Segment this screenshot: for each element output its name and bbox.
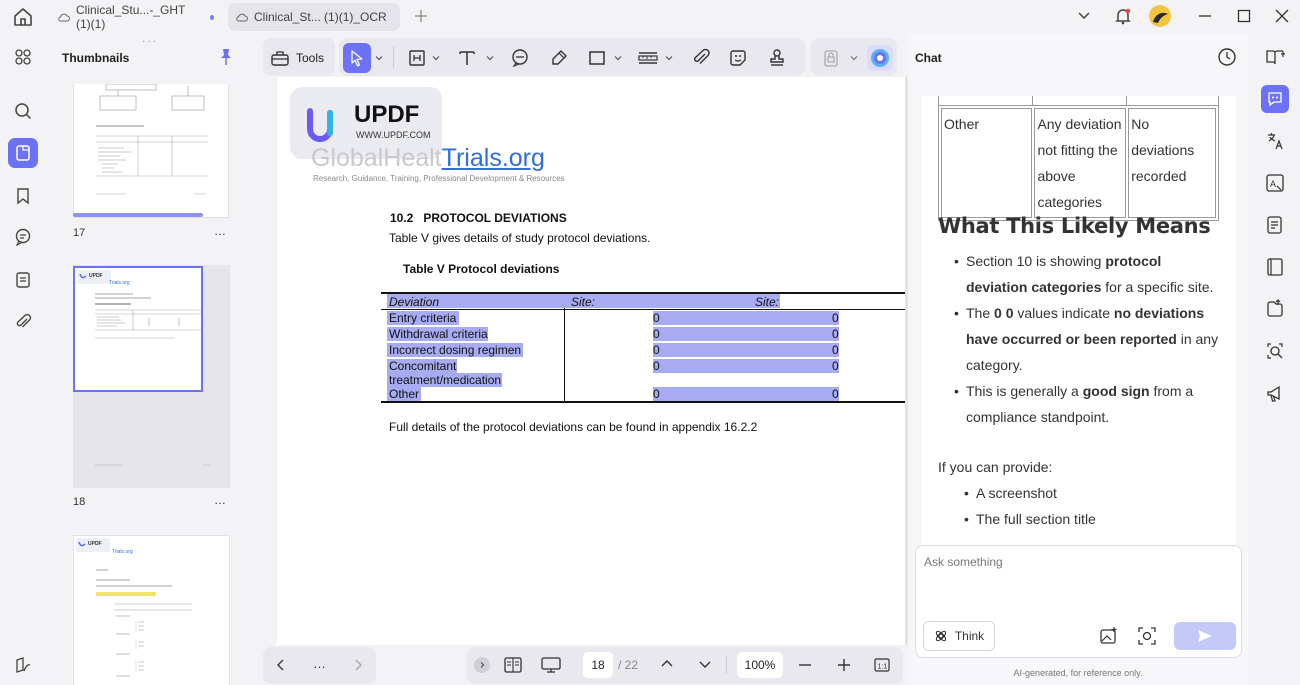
table-cell-value: 0: [832, 387, 839, 401]
table-cell-value: 0: [832, 359, 839, 373]
translate-icon[interactable]: [1261, 127, 1289, 155]
send-icon: [1197, 629, 1213, 643]
ai-chat-active-icon[interactable]: [1261, 85, 1289, 113]
current-page: 18: [591, 658, 605, 672]
actual-size-icon[interactable]: [873, 656, 891, 674]
maximize-icon[interactable]: [1232, 5, 1256, 27]
chat-messages[interactable]: [922, 96, 1236, 556]
think-button[interactable]: [923, 621, 995, 651]
page-number-17: 17: [73, 227, 86, 239]
zoom-level: 100%: [744, 658, 776, 672]
page-layout-icon[interactable]: [503, 656, 523, 674]
think-icon: [934, 629, 948, 643]
list-item: • Section 10 is showing protocol deviation categories for a specific site.: [954, 253, 1214, 295]
table-row-value-highlight: [653, 311, 839, 325]
table-cell-value: 0: [653, 387, 660, 401]
chevron-down-icon[interactable]: [486, 54, 494, 62]
chat-table-cell: Other: [941, 108, 1032, 218]
page-down-icon[interactable]: [698, 657, 712, 671]
thumbnails-icon[interactable]: [8, 138, 38, 168]
ai-disclaimer: AI-generated, for reference only.: [1013, 668, 1143, 678]
updf-logo-icon: [304, 105, 344, 145]
table-row-label: Incorrect dosing regimen: [389, 343, 522, 357]
panel-resize-handle[interactable]: ···: [142, 36, 158, 47]
page-number-18: 18: [73, 496, 86, 508]
feedback-megaphone-icon[interactable]: [1261, 380, 1289, 408]
table-cell-value: 0: [653, 311, 660, 325]
table-cell-value: 0: [832, 311, 839, 325]
site-logo: [311, 144, 545, 173]
thumbnails-panel: [46, 34, 258, 685]
text-tool-icon[interactable]: [454, 45, 480, 71]
page-thumbnail-18-footer: [93, 462, 213, 468]
svg-text:Trials.org: Trials.org: [112, 549, 133, 555]
title-bar: [0, 0, 1300, 33]
table-row-value-highlight: [653, 359, 839, 373]
collapse-toggle-icon[interactable]: [474, 657, 490, 673]
chat-table-cell: Any deviation not fitting the above categories: [1034, 108, 1126, 218]
image-generate-icon[interactable]: [1099, 626, 1119, 646]
site-tagline: Research, Guidance, Training, Professional Development & Resources: [313, 174, 565, 183]
list-item: • This is generally a good sign from a compliance standpoint.: [954, 383, 1194, 425]
page-number-input[interactable]: [583, 652, 613, 678]
table-header-deviation: Deviation: [389, 295, 440, 309]
cloud-icon: [236, 12, 248, 22]
table-bottom-border: [381, 401, 907, 403]
export-file-icon[interactable]: [1261, 295, 1289, 323]
tab-document-1[interactable]: [50, 3, 222, 31]
svg-text:UPDF: UPDF: [88, 541, 102, 547]
close-icon[interactable]: [1270, 5, 1294, 27]
paperclip-icon[interactable]: [688, 45, 714, 71]
list-item: • The full section title: [964, 511, 1096, 527]
chevron-down-icon[interactable]: [432, 54, 440, 62]
table-cell-value: 0: [653, 359, 660, 373]
comment-tool-icon[interactable]: [507, 45, 533, 71]
search-document-icon[interactable]: [1261, 337, 1289, 365]
edit-text-box-icon[interactable]: [404, 45, 430, 71]
select-tool-active[interactable]: [343, 43, 371, 73]
table-row-label: Entry criteria: [389, 311, 457, 325]
total-pages: / 22: [618, 658, 639, 672]
section-intro: Table V gives details of study protocol deviations.: [389, 231, 651, 245]
ocr-text-icon[interactable]: [1261, 169, 1289, 197]
table-row-label: Withdrawal criteria: [389, 327, 488, 341]
chevron-down-icon[interactable]: [1072, 5, 1096, 27]
table-row-label-continued: treatment/medication: [389, 373, 502, 387]
tools-button[interactable]: [270, 45, 324, 71]
chevron-down-icon[interactable]: [665, 54, 673, 62]
cloud-icon: [58, 12, 70, 22]
section-heading: 10.2 PROTOCOL DEVIATIONS: [390, 211, 567, 225]
page-thumbnail-18[interactable]: [73, 266, 203, 392]
next-icon[interactable]: [352, 658, 364, 672]
svg-text:Trials.org: Trials.org: [109, 280, 130, 286]
unsaved-indicator: [210, 15, 214, 20]
grid-view-icon[interactable]: [8, 42, 38, 72]
list-item: • The 0 0 values indicate no deviations have occurred or been reported in any category.: [954, 305, 1219, 373]
bar-divider: [726, 656, 727, 674]
svg-text:1:1: 1:1: [877, 663, 888, 671]
toolbar-divider: [393, 46, 394, 68]
bookmark-icon[interactable]: [8, 181, 38, 211]
history-clock-icon[interactable]: [1217, 47, 1237, 67]
table-row-label: Concomitant: [389, 359, 457, 373]
zoom-out-icon[interactable]: [798, 658, 812, 672]
tab-document-2[interactable]: [228, 3, 400, 31]
send-button[interactable]: [1174, 622, 1236, 650]
measure-tool-icon[interactable]: [635, 45, 661, 71]
document-page[interactable]: [277, 77, 907, 645]
chevron-down-icon[interactable]: [375, 54, 383, 62]
pin-icon[interactable]: [218, 48, 234, 66]
site-logo-left: GlobalHealt: [311, 144, 442, 172]
thumbnails-title: Thumbnails: [62, 51, 130, 65]
highlighter-icon[interactable]: [546, 45, 572, 71]
sticker-icon[interactable]: [725, 45, 751, 71]
svg-text:UPDF: UPDF: [89, 273, 103, 279]
rectangle-shape-icon[interactable]: [584, 45, 610, 71]
table-cell-value: 0: [832, 327, 839, 341]
search-icon[interactable]: [8, 96, 38, 126]
table-title: Table V Protocol deviations: [403, 262, 560, 276]
chevron-down-icon[interactable]: [614, 54, 622, 62]
table-header-site-2: Site:: [755, 295, 780, 309]
footer-note: Full details of the protocol deviations can be found in appendix 16.2.2: [389, 420, 758, 434]
tools-label: Tools: [296, 51, 325, 65]
page-scroll-indicator: [73, 213, 203, 217]
more-options-button[interactable]: …: [313, 656, 326, 671]
tab-label: Clinical_Stu...-_GHT (1)(1): [76, 3, 186, 31]
page-thumbnail-17[interactable]: [73, 84, 229, 218]
svg-text:A: A: [1270, 179, 1277, 189]
page-up-icon[interactable]: [660, 657, 674, 671]
cursor-icon: [349, 49, 365, 67]
list-item: • A screenshot: [964, 485, 1057, 501]
presentation-icon[interactable]: [540, 656, 562, 674]
table-row-value-highlight: [653, 327, 839, 341]
new-tab-plus-icon[interactable]: [413, 8, 429, 24]
ai-assistant-button[interactable]: [867, 45, 893, 71]
chat-input-box[interactable]: [915, 545, 1242, 658]
updf-url: WWW.UPDF.COM: [356, 130, 431, 140]
chat-heading: What This Likely Means: [938, 214, 1211, 238]
minimize-icon[interactable]: [1193, 5, 1217, 27]
notification-bell-icon[interactable]: [1111, 5, 1135, 27]
attachment-icon[interactable]: [8, 307, 38, 337]
screenshot-icon[interactable]: [1137, 626, 1157, 646]
chat-table-cell: No deviations recorded: [1128, 108, 1216, 218]
chat-data-table: [938, 105, 1219, 221]
chat-provide-intro: If you can provide:: [938, 459, 1053, 475]
home-icon[interactable]: [12, 6, 34, 28]
tab-label: Clinical_St... (1)(1)_OCR: [254, 10, 387, 24]
chevron-down-icon[interactable]: [850, 54, 858, 62]
chat-bullet-list: [954, 248, 1226, 430]
table-header-site-1: Site:: [571, 295, 596, 309]
page-organize-icon[interactable]: [8, 265, 38, 295]
user-avatar[interactable]: [1148, 5, 1172, 27]
think-label: Think: [954, 629, 985, 643]
toolbox-icon: [270, 49, 290, 67]
lock-protect-icon[interactable]: [818, 45, 844, 71]
ai-assistant-icon: [869, 47, 891, 69]
page-thumbnail-19[interactable]: [73, 535, 230, 685]
zoom-level-input[interactable]: [737, 652, 783, 678]
chat-provide-list: [964, 480, 1096, 532]
summarize-icon[interactable]: [1261, 211, 1289, 239]
site-logo-link[interactable]: Trials.org: [441, 144, 545, 172]
page-more-button[interactable]: …: [214, 224, 227, 238]
table-column-divider: [564, 292, 565, 402]
signature-icon[interactable]: [8, 650, 38, 680]
reader-mode-icon[interactable]: [1261, 253, 1289, 281]
table-cell-value: 0: [832, 343, 839, 357]
chat-input-placeholder: Ask something: [924, 555, 1003, 569]
book-sidebar-icon[interactable]: [1261, 43, 1289, 71]
table-row-label: Other: [389, 387, 420, 401]
previous-icon[interactable]: [275, 658, 287, 672]
table-row-value-highlight: [653, 387, 839, 401]
table-cell-value: 0: [653, 327, 660, 341]
comment-icon[interactable]: [8, 222, 38, 252]
updf-brand: UPDF: [354, 101, 420, 128]
table-header-border: [381, 309, 907, 310]
page-more-button[interactable]: …: [214, 493, 227, 507]
chat-panel: [908, 34, 1248, 685]
table-row-value-highlight: [653, 343, 839, 357]
zoom-in-icon[interactable]: [837, 658, 851, 672]
table-cell-value: 0: [653, 343, 660, 357]
chat-title: Chat: [915, 51, 942, 65]
stamp-icon[interactable]: [764, 45, 790, 71]
